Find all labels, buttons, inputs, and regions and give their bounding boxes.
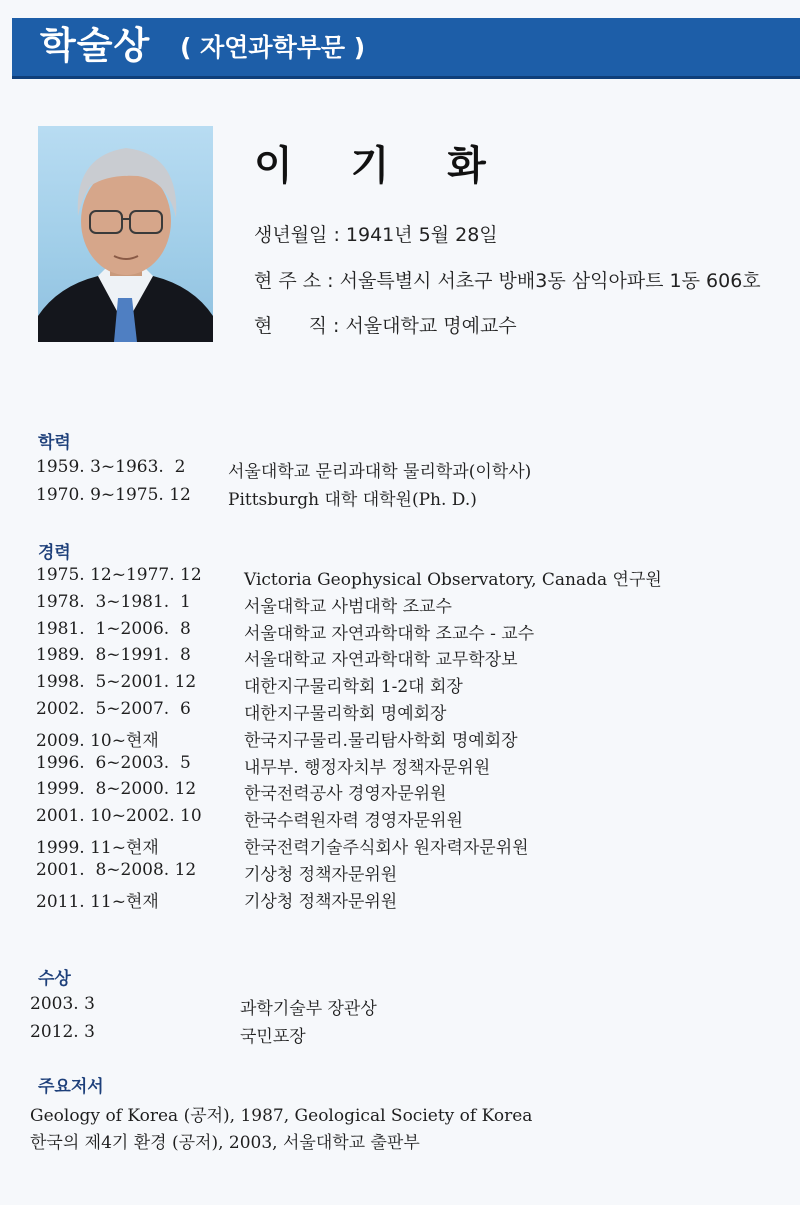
career-item-date: 1978. 3~1981. 1 — [36, 591, 191, 612]
career-item-text: 대한지구물리학회 1-2대 회장 — [244, 677, 463, 698]
birth-date-label: 생년월일 : — [254, 224, 340, 246]
award-item-date: 2003. 3 — [30, 994, 95, 1014]
education-item-text: Pittsburgh 대학 대학원(Ph. D.) — [228, 490, 477, 510]
birth-date-line — [254, 220, 498, 247]
career-item-text: 대한지구물리학회 명예회장 — [244, 704, 447, 724]
award-item-date: 2012. 3 — [30, 1022, 95, 1042]
address-label: 현 주 소 : — [254, 270, 334, 292]
career-item-text: 한국지구물리.물리탐사학회 명예회장 — [244, 730, 518, 751]
education-item-text: 서울대학교 문리과대학 물리학과(이학사) — [228, 462, 532, 482]
career-item-date: 2009. 10~현재 — [36, 730, 159, 751]
career-item-date: 1981. 1~2006. 8 — [36, 618, 191, 639]
person-name: 이 기 화 — [254, 143, 508, 189]
career-item-text: Victoria Geophysical Observatory, Canada 연구원 — [244, 570, 662, 590]
address-value: 서울특별시 서초구 방배3동 삼익아파트 1동 606호 — [339, 270, 761, 292]
publication-item: Geology of Korea (공저), 1987, Geological Society of Korea — [30, 1106, 533, 1126]
position-value: 서울대학교 명예교수 — [345, 315, 517, 337]
position-line — [254, 311, 517, 338]
portrait-photo — [38, 126, 213, 342]
birth-date-value: 1941년 5월 28일 — [345, 224, 498, 246]
career-item-date: 1975. 12~1977. 12 — [36, 565, 202, 585]
publication-item: 한국의 제4기 환경 (공저), 2003, 서울대학교 출판부 — [30, 1133, 420, 1153]
career-item-text: 한국전력기술주식회사 원자력자문위원 — [244, 838, 529, 858]
career-item-text: 한국수력원자력 경영자문위원 — [244, 811, 463, 832]
education-heading: 학력 — [38, 433, 71, 453]
career-item-date: 2002. 5~2007. 6 — [36, 699, 191, 719]
career-item-date: 2011. 11~현재 — [36, 891, 159, 912]
career-item-date: 1999. 11~현재 — [36, 838, 159, 858]
publications-heading: 주요저서 — [38, 1077, 104, 1097]
award-item-text: 국민포장 — [240, 1027, 306, 1047]
career-item-date: 1999. 8~2000. 12 — [36, 779, 197, 800]
career-item-text: 내무부. 행정자치부 정책자문위원 — [244, 757, 491, 778]
career-item-date: 1996. 6~2003. 5 — [36, 752, 191, 773]
career-item-text: 서울대학교 자연과학대학 교무학장보 — [244, 650, 518, 671]
education-item-date: 1970. 9~1975. 12 — [36, 485, 191, 505]
career-item-text: 서울대학교 자연과학대학 조교수 - 교수 — [244, 623, 535, 644]
award-title: 학술상 — [40, 24, 151, 67]
award-category: ( 자연과학부문 ) — [180, 33, 366, 62]
awards-heading: 수상 — [38, 969, 71, 989]
address-line — [254, 266, 761, 293]
career-heading: 경력 — [38, 543, 71, 563]
position-label: 현 직 : — [254, 315, 340, 337]
career-item-text: 서울대학교 사범대학 조교수 — [244, 596, 452, 617]
career-item-date: 1998. 5~2001. 12 — [36, 672, 197, 693]
career-item-date: 2001. 10~2002. 10 — [36, 806, 202, 827]
career-item-text: 기상청 정책자문위원 — [244, 864, 398, 885]
education-item-date: 1959. 3~1963. 2 — [36, 457, 186, 477]
career-item-date: 1989. 8~1991. 8 — [36, 645, 191, 666]
award-item-text: 과학기술부 장관상 — [240, 999, 377, 1019]
career-item-text: 한국전력공사 경영자문위원 — [244, 784, 447, 805]
career-item-text: 기상청 정책자문위원 — [244, 891, 398, 912]
career-item-date: 2001. 8~2008. 12 — [36, 859, 197, 880]
